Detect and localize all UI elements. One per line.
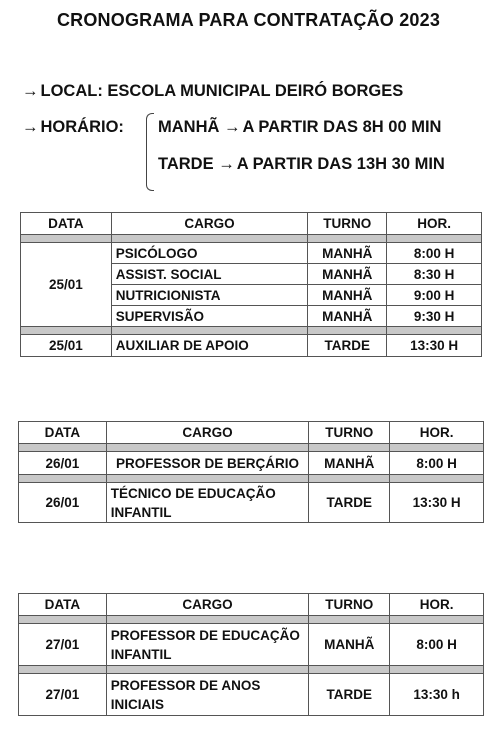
table-row — [21, 243, 482, 264]
turno-cell: TARDE — [309, 483, 390, 523]
arrow-icon: → — [22, 118, 39, 136]
table-header-row — [19, 422, 484, 444]
cargo-cell: NUTRICIONISTA — [111, 285, 308, 306]
horario-label-line — [22, 118, 124, 137]
cargo-cell — [106, 674, 309, 716]
header-data: DATA — [19, 594, 107, 616]
arrow-icon: → — [22, 82, 39, 100]
header-cargo: CARGO — [111, 213, 308, 235]
arrow-icon: → — [224, 118, 241, 136]
date-cell: 25/01 — [21, 243, 112, 327]
turno-cell: MANHÃ — [308, 306, 387, 327]
bracket-divider — [146, 113, 154, 191]
turno-cell: TARDE — [309, 674, 390, 716]
table-header-row — [21, 213, 482, 235]
turno-cell: MANHÃ — [308, 264, 387, 285]
gray-separator — [19, 444, 484, 452]
cargo-cell — [106, 624, 309, 666]
hor-cell: 9:30 H — [387, 306, 482, 327]
header-turno: TURNO — [308, 213, 387, 235]
local-label: LOCAL: — [40, 82, 103, 100]
hor-cell: 13:30 H — [387, 335, 482, 357]
date-cell: 26/01 — [19, 483, 107, 523]
header-hor: HOR. — [387, 213, 482, 235]
cargo-cell: PSICÓLOGO — [111, 243, 308, 264]
cargo-cell: SUPERVISÃO — [111, 306, 308, 327]
date-cell: 26/01 — [19, 452, 107, 475]
table-row — [19, 452, 484, 475]
horario-tarde — [158, 155, 445, 174]
hor-cell: 8:00 H — [387, 243, 482, 264]
table-row — [19, 624, 484, 666]
cargo-cell: PROFESSOR DE BERÇÁRIO — [106, 452, 309, 475]
header-cargo: CARGO — [106, 422, 309, 444]
document-title: CRONOGRAMA PARA CONTRATAÇÃO 2023 — [56, 10, 441, 30]
turno-cell: MANHÃ — [309, 452, 390, 475]
hor-cell: 8:30 H — [387, 264, 482, 285]
cargo-cell: AUXILIAR DE APOIO — [111, 335, 308, 357]
horario-manha — [158, 118, 441, 137]
cargo-cell — [106, 483, 309, 523]
hor-cell: 13:30 h — [390, 674, 484, 716]
gray-separator — [21, 327, 482, 335]
cargo-line-1: PROFESSOR DE ANOS — [110, 677, 261, 693]
local-value: ESCOLA MUNICIPAL DEIRÓ BORGES — [107, 82, 404, 100]
header-cargo: CARGO — [106, 594, 309, 616]
date-cell: 27/01 — [19, 624, 107, 666]
header-data: DATA — [21, 213, 112, 235]
schedule-table-1 — [20, 212, 482, 357]
cargo-line-1: PROFESSOR DE EDUCAÇÃO — [110, 627, 300, 643]
header-turno: TURNO — [309, 594, 390, 616]
date-cell: 25/01 — [21, 335, 112, 357]
cargo-line-1: TÉCNICO DE EDUCAÇÃO — [110, 485, 276, 501]
turno-cell: MANHÃ — [308, 285, 387, 306]
table-row — [21, 335, 482, 357]
tarde-period: TARDE — [158, 155, 214, 173]
hor-cell: 9:00 H — [387, 285, 482, 306]
cargo-line-2: INFANTIL — [110, 504, 172, 520]
gray-separator — [21, 235, 482, 243]
schedule-table-3 — [18, 593, 484, 716]
cargo-cell: ASSIST. SOCIAL — [111, 264, 308, 285]
arrow-icon: → — [218, 155, 235, 173]
gray-separator — [19, 475, 484, 483]
cargo-line-2: INICIAIS — [110, 696, 165, 712]
date-cell: 27/01 — [19, 674, 107, 716]
header-hor: HOR. — [390, 422, 484, 444]
table-header-row — [19, 594, 484, 616]
gray-separator — [19, 666, 484, 674]
hor-cell: 8:00 H — [390, 624, 484, 666]
table-row — [19, 674, 484, 716]
table-row — [19, 483, 484, 523]
turno-cell: TARDE — [308, 335, 387, 357]
manha-text: A PARTIR DAS 8H 00 MIN — [242, 118, 442, 136]
local-line — [22, 82, 403, 101]
manha-period: MANHÃ — [158, 118, 220, 136]
header-hor: HOR. — [390, 594, 484, 616]
horario-label: HORÁRIO: — [40, 118, 124, 136]
hor-cell: 13:30 H — [390, 483, 484, 523]
header-turno: TURNO — [309, 422, 390, 444]
turno-cell: MANHÃ — [309, 624, 390, 666]
turno-cell: MANHÃ — [308, 243, 387, 264]
header-data: DATA — [19, 422, 107, 444]
schedule-table-2 — [18, 421, 484, 523]
gray-separator — [19, 616, 484, 624]
hor-cell: 8:00 H — [390, 452, 484, 475]
cargo-line-2: INFANTIL — [110, 646, 172, 662]
tarde-text: A PARTIR DAS 13H 30 MIN — [236, 155, 445, 173]
